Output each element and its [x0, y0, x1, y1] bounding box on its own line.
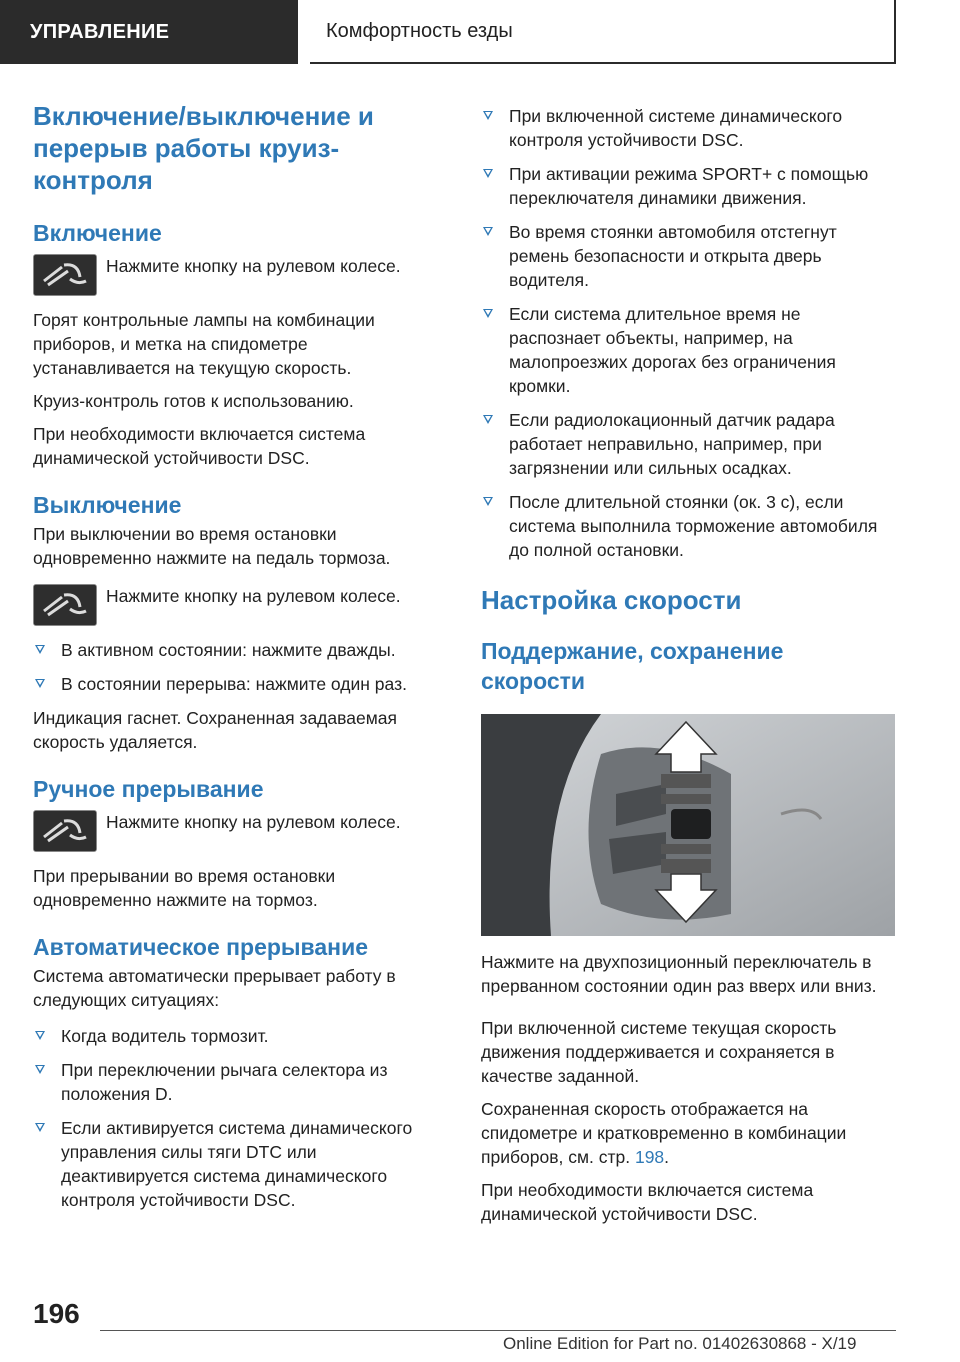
paragraph: Горят контрольные лампы на комбинации приборов, и метка на спидометре устанавливается на текущую скорость.	[33, 310, 375, 378]
list-item: Если радиолокационный датчик радара работает неправильно, например, при загрязнении или сильных осадках.	[481, 408, 897, 480]
cruise-control-button-icon	[33, 254, 97, 296]
press-button-text: Нажмите кнопку на рулевом колесе.	[106, 586, 401, 606]
press-button-row	[33, 254, 449, 296]
steering-wheel-photo	[481, 714, 895, 936]
paragraph: Индикация гаснет. Сохраненная задаваемая скорость удаляется.	[33, 708, 397, 752]
list-item: Если активируется система динамического управления силы тяги DTC или деактивируется система динамического контроля устойчивости DSC.	[33, 1116, 449, 1212]
list-item: При переключении рычага селектора из положения D.	[33, 1058, 449, 1106]
bullet-triangle-icon	[483, 309, 493, 318]
bullet-triangle-icon	[35, 679, 45, 688]
bullet-triangle-icon	[483, 415, 493, 424]
list-item: В состоянии перерыва: нажмите один раз.	[33, 672, 449, 696]
bullet-triangle-icon	[483, 227, 493, 236]
paragraph: При необходимости включается система динамической устойчивости DSC.	[33, 424, 366, 468]
press-button-row	[33, 584, 449, 626]
footer-edition: Online Edition for Part no. 01402630868 - X/19	[503, 1334, 857, 1353]
bullet-triangle-icon	[483, 169, 493, 178]
bullet-triangle-icon	[35, 1031, 45, 1040]
paragraph: При выключении во время остановки одновременно нажмите на педаль тормоза.	[33, 524, 391, 568]
list-item: Во время стоянки автомобиля отстегнут ремень безопасности и открыта дверь водителя.	[481, 220, 897, 292]
page-title: Включение/выключение и перерыв работы круиз-контроля	[33, 101, 374, 195]
heading-off: Выключение	[33, 492, 182, 518]
steering-wheel-switch-image	[481, 714, 895, 936]
heading-keep-speed: Поддержание, сохранение скорости	[481, 638, 784, 694]
left-column	[33, 100, 449, 1222]
heading-on: Включение	[33, 220, 162, 246]
list-item: При включенной системе динамического контроля устойчивости DSC.	[481, 104, 897, 152]
header-chapter	[310, 0, 896, 64]
paragraph: Круиз-контроль готов к использованию.	[33, 391, 354, 411]
heading-auto: Автоматическое прерывание	[33, 934, 369, 960]
press-button-row	[33, 810, 449, 852]
bullet-triangle-icon	[483, 497, 493, 506]
footer-divider	[100, 1330, 896, 1331]
list-item: Если система длительное время не распознает объекты, например, на малопроезжих дорогах без ограничения кромки.	[481, 302, 897, 398]
paragraph: Система автоматически прерывает работу в следующих ситуациях:	[33, 966, 396, 1010]
bullet-triangle-icon	[35, 645, 45, 654]
heading-manual: Ручное прерывание	[33, 776, 264, 802]
paragraph: При прерывании во время остановки одновременно нажмите на тормоз.	[33, 866, 336, 910]
paragraph: При необходимости включается система динамической устойчивости DSC.	[481, 1180, 814, 1224]
page-reference-link[interactable]: 198	[634, 1147, 665, 1167]
paragraph: Нажмите на двухпозиционный переключатель в прерванном состоянии один раз вверх или вниз.	[481, 952, 877, 996]
header-section-label: УПРАВЛЕНИЕ	[30, 20, 170, 43]
header-chapter-label: Комфортность езды	[326, 19, 513, 42]
header-section	[0, 0, 298, 64]
bullet-list	[481, 104, 897, 562]
heading-speed-setting: Настройка скорости	[481, 585, 742, 615]
paragraph: Сохраненная скорость отображается на спидометре и кратковременно в комбинации приборов, см. стр. 198.	[481, 1099, 847, 1167]
list-item: После длительной стоянки (ок. 3 с), если система выполнила торможение автомобиля до полной остановки.	[481, 490, 897, 562]
bullet-triangle-icon	[35, 1123, 45, 1132]
cruise-control-button-icon	[33, 810, 97, 852]
cruise-control-button-icon	[33, 584, 97, 626]
list-item: При активации режима SPORT+ с помощью переключателя динамики движения.	[481, 162, 897, 210]
list-item: В активном состоянии: нажмите дважды.	[33, 638, 449, 662]
bullet-list	[33, 638, 449, 696]
paragraph: При включенной системе текущая скорость движения поддерживается и сохраняется в качестве заданной.	[481, 1018, 837, 1086]
page-number: 196	[33, 1298, 80, 1329]
list-item: Когда водитель тормозит.	[33, 1024, 449, 1048]
press-button-text: Нажмите кнопку на рулевом колесе.	[106, 256, 401, 276]
bullet-triangle-icon	[483, 111, 493, 120]
right-column	[481, 104, 897, 1235]
bullet-list	[33, 1024, 449, 1212]
bullet-triangle-icon	[35, 1065, 45, 1074]
press-button-text: Нажмите кнопку на рулевом колесе.	[106, 812, 401, 832]
